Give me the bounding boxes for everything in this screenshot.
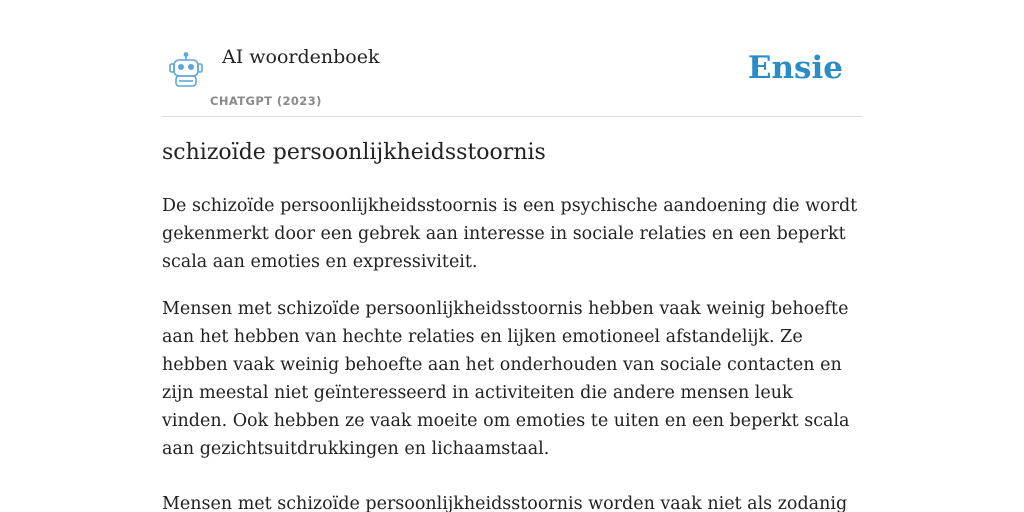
app-subtitle: CHATGPT (2023): [210, 94, 322, 108]
page-container: [162, 0, 862, 512]
definition-paragraph: De schizoïde persoonlijkheidsstoornis is een psychische aandoening die wordt gekenmerkt door een gebrek aan interesse in sociale relaties en een beperkt scala aan emoties en expressiviteit.: [162, 196, 858, 272]
header: [162, 0, 862, 117]
brand-logo-link[interactable]: Ensie: [747, 50, 843, 86]
definition-paragraph: Mensen met schizoïde persoonlijkheidsstoornis worden vaak niet als zodanig: [162, 494, 848, 512]
definition-paragraph: Mensen met schizoïde persoonlijkheidsstoornis hebben vaak weinig behoefte aan het hebben van hechte relaties en lijken emotioneel afstandelijk. Ze hebben vaak weinig behoefte aan het onderhouden van sociale contacten en zijn meestal niet geïnteresseerd in activiteiten die andere mensen leuk vinden. Ook hebben ze vaak moeite om emoties te uiten en een beperkt scala aan gezichtsuitdrukkingen en lichaamstaal.: [162, 299, 850, 459]
entry-term: schizoïde persoonlijkheidsstoornis: [162, 140, 546, 165]
robot-icon: [166, 52, 206, 88]
app-title: AI woordenboek: [222, 46, 380, 68]
